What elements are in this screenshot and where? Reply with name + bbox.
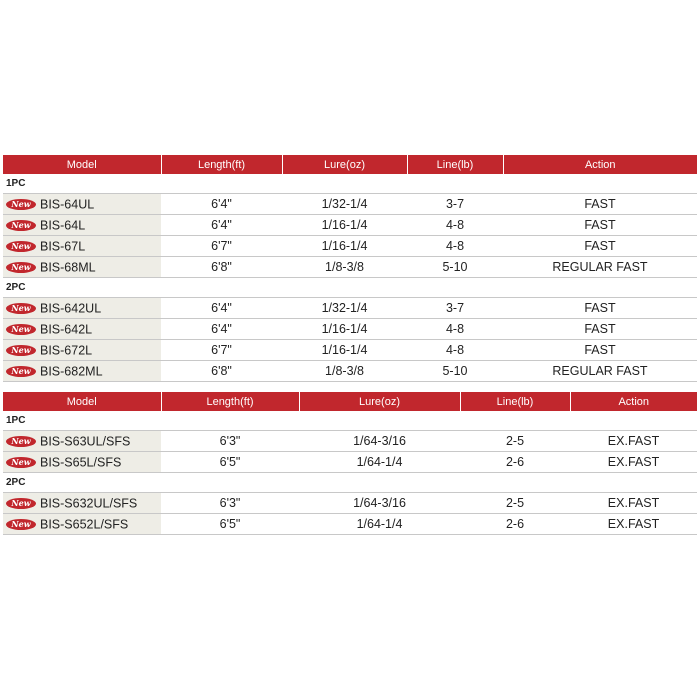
line-cell: 3-7	[407, 194, 503, 215]
new-badge-icon: New	[6, 262, 36, 273]
table-row	[3, 236, 697, 257]
table-row	[3, 340, 697, 361]
spec-table-2	[3, 392, 697, 535]
lure-cell: 1/8-3/8	[282, 257, 407, 278]
model-cell	[3, 215, 161, 236]
new-badge-icon: New	[6, 519, 36, 530]
model-cell	[3, 340, 161, 361]
table-row	[3, 431, 697, 452]
line-cell: 2-5	[460, 431, 570, 452]
model-cell	[3, 319, 161, 340]
action-cell: FAST	[503, 298, 697, 319]
new-badge-icon: New	[6, 366, 36, 377]
model-cell	[3, 493, 161, 514]
lure-cell: 1/16-1/4	[282, 236, 407, 257]
action-cell: FAST	[503, 340, 697, 361]
model-cell	[3, 236, 161, 257]
lure-cell: 1/16-1/4	[282, 340, 407, 361]
line-cell: 4-8	[407, 319, 503, 340]
model-name: BIS-64L	[40, 218, 86, 233]
section-row	[3, 411, 697, 431]
model-name: BIS-672L	[40, 343, 93, 358]
length-cell: 6'3"	[161, 493, 299, 514]
new-badge-icon: New	[6, 324, 36, 335]
line-cell: 4-8	[407, 340, 503, 361]
model-name: BIS-64UL	[40, 197, 95, 212]
model-name: BIS-67L	[40, 239, 86, 254]
lure-cell: 1/64-1/4	[299, 514, 460, 535]
table-row	[3, 514, 697, 535]
table-row	[3, 215, 697, 236]
lure-cell: 1/32-1/4	[282, 298, 407, 319]
model-cell	[3, 361, 161, 382]
header-action: Action	[570, 392, 697, 411]
model-cell	[3, 431, 161, 452]
header-line: Line(lb)	[407, 155, 503, 174]
action-cell: EX.FAST	[570, 452, 697, 473]
model-name: BIS-682ML	[40, 364, 103, 379]
table-row	[3, 298, 697, 319]
length-cell: 6'5"	[161, 514, 299, 535]
line-cell: 2-6	[460, 452, 570, 473]
length-cell: 6'4"	[161, 298, 282, 319]
section-label: 2PC	[3, 473, 697, 493]
section-label: 1PC	[3, 411, 697, 431]
model-name: BIS-68ML	[40, 260, 96, 275]
line-cell: 5-10	[407, 361, 503, 382]
model-cell	[3, 298, 161, 319]
length-cell: 6'4"	[161, 215, 282, 236]
model-name: BIS-642L	[40, 322, 93, 337]
line-cell: 2-6	[460, 514, 570, 535]
lure-cell: 1/64-3/16	[299, 431, 460, 452]
length-cell: 6'4"	[161, 194, 282, 215]
table-row	[3, 493, 697, 514]
header-length: Length(ft)	[161, 155, 282, 174]
new-badge-icon: New	[6, 345, 36, 356]
model-name: BIS-S632UL/SFS	[40, 496, 138, 511]
action-cell: EX.FAST	[570, 431, 697, 452]
line-cell: 5-10	[407, 257, 503, 278]
header-model: Model	[3, 392, 161, 411]
section-row	[3, 473, 697, 493]
model-cell	[3, 194, 161, 215]
action-cell: REGULAR FAST	[503, 257, 697, 278]
new-badge-icon: New	[6, 303, 36, 314]
model-name: BIS-S65L/SFS	[40, 455, 122, 470]
line-cell: 2-5	[460, 493, 570, 514]
length-cell: 6'4"	[161, 319, 282, 340]
model-name: BIS-S63UL/SFS	[40, 434, 131, 449]
table-row	[3, 194, 697, 215]
line-cell: 4-8	[407, 236, 503, 257]
action-cell: EX.FAST	[570, 493, 697, 514]
new-badge-icon: New	[6, 457, 36, 468]
header-model: Model	[3, 155, 161, 174]
action-cell: REGULAR FAST	[503, 361, 697, 382]
length-cell: 6'8"	[161, 361, 282, 382]
action-cell: FAST	[503, 215, 697, 236]
header-action: Action	[503, 155, 697, 174]
new-badge-icon: New	[6, 436, 36, 447]
lure-cell: 1/64-3/16	[299, 493, 460, 514]
model-name: BIS-642UL	[40, 301, 102, 316]
table-row	[3, 319, 697, 340]
section-row	[3, 174, 697, 194]
model-cell	[3, 514, 161, 535]
spec-table-1	[3, 155, 697, 382]
section-label: 2PC	[3, 278, 697, 298]
header-lure: Lure(oz)	[282, 155, 407, 174]
length-cell: 6'7"	[161, 236, 282, 257]
model-cell	[3, 452, 161, 473]
new-badge-icon: New	[6, 498, 36, 509]
new-badge-icon: New	[6, 199, 36, 210]
line-cell: 3-7	[407, 298, 503, 319]
table-row	[3, 257, 697, 278]
action-cell: FAST	[503, 236, 697, 257]
header-length: Length(ft)	[161, 392, 299, 411]
length-cell: 6'5"	[161, 452, 299, 473]
table-row	[3, 452, 697, 473]
header-lure: Lure(oz)	[299, 392, 460, 411]
length-cell: 6'7"	[161, 340, 282, 361]
header-line: Line(lb)	[460, 392, 570, 411]
new-badge-icon: New	[6, 220, 36, 231]
table-row	[3, 361, 697, 382]
section-label: 1PC	[3, 174, 697, 194]
new-badge-icon: New	[6, 241, 36, 252]
action-cell: FAST	[503, 319, 697, 340]
action-cell: FAST	[503, 194, 697, 215]
lure-cell: 1/64-1/4	[299, 452, 460, 473]
model-name: BIS-S652L/SFS	[40, 517, 129, 532]
section-row	[3, 278, 697, 298]
table-header-row	[3, 392, 697, 411]
lure-cell: 1/16-1/4	[282, 319, 407, 340]
lure-cell: 1/32-1/4	[282, 194, 407, 215]
table-header-row	[3, 155, 697, 174]
length-cell: 6'3"	[161, 431, 299, 452]
line-cell: 4-8	[407, 215, 503, 236]
action-cell: EX.FAST	[570, 514, 697, 535]
model-cell	[3, 257, 161, 278]
lure-cell: 1/8-3/8	[282, 361, 407, 382]
length-cell: 6'8"	[161, 257, 282, 278]
lure-cell: 1/16-1/4	[282, 215, 407, 236]
